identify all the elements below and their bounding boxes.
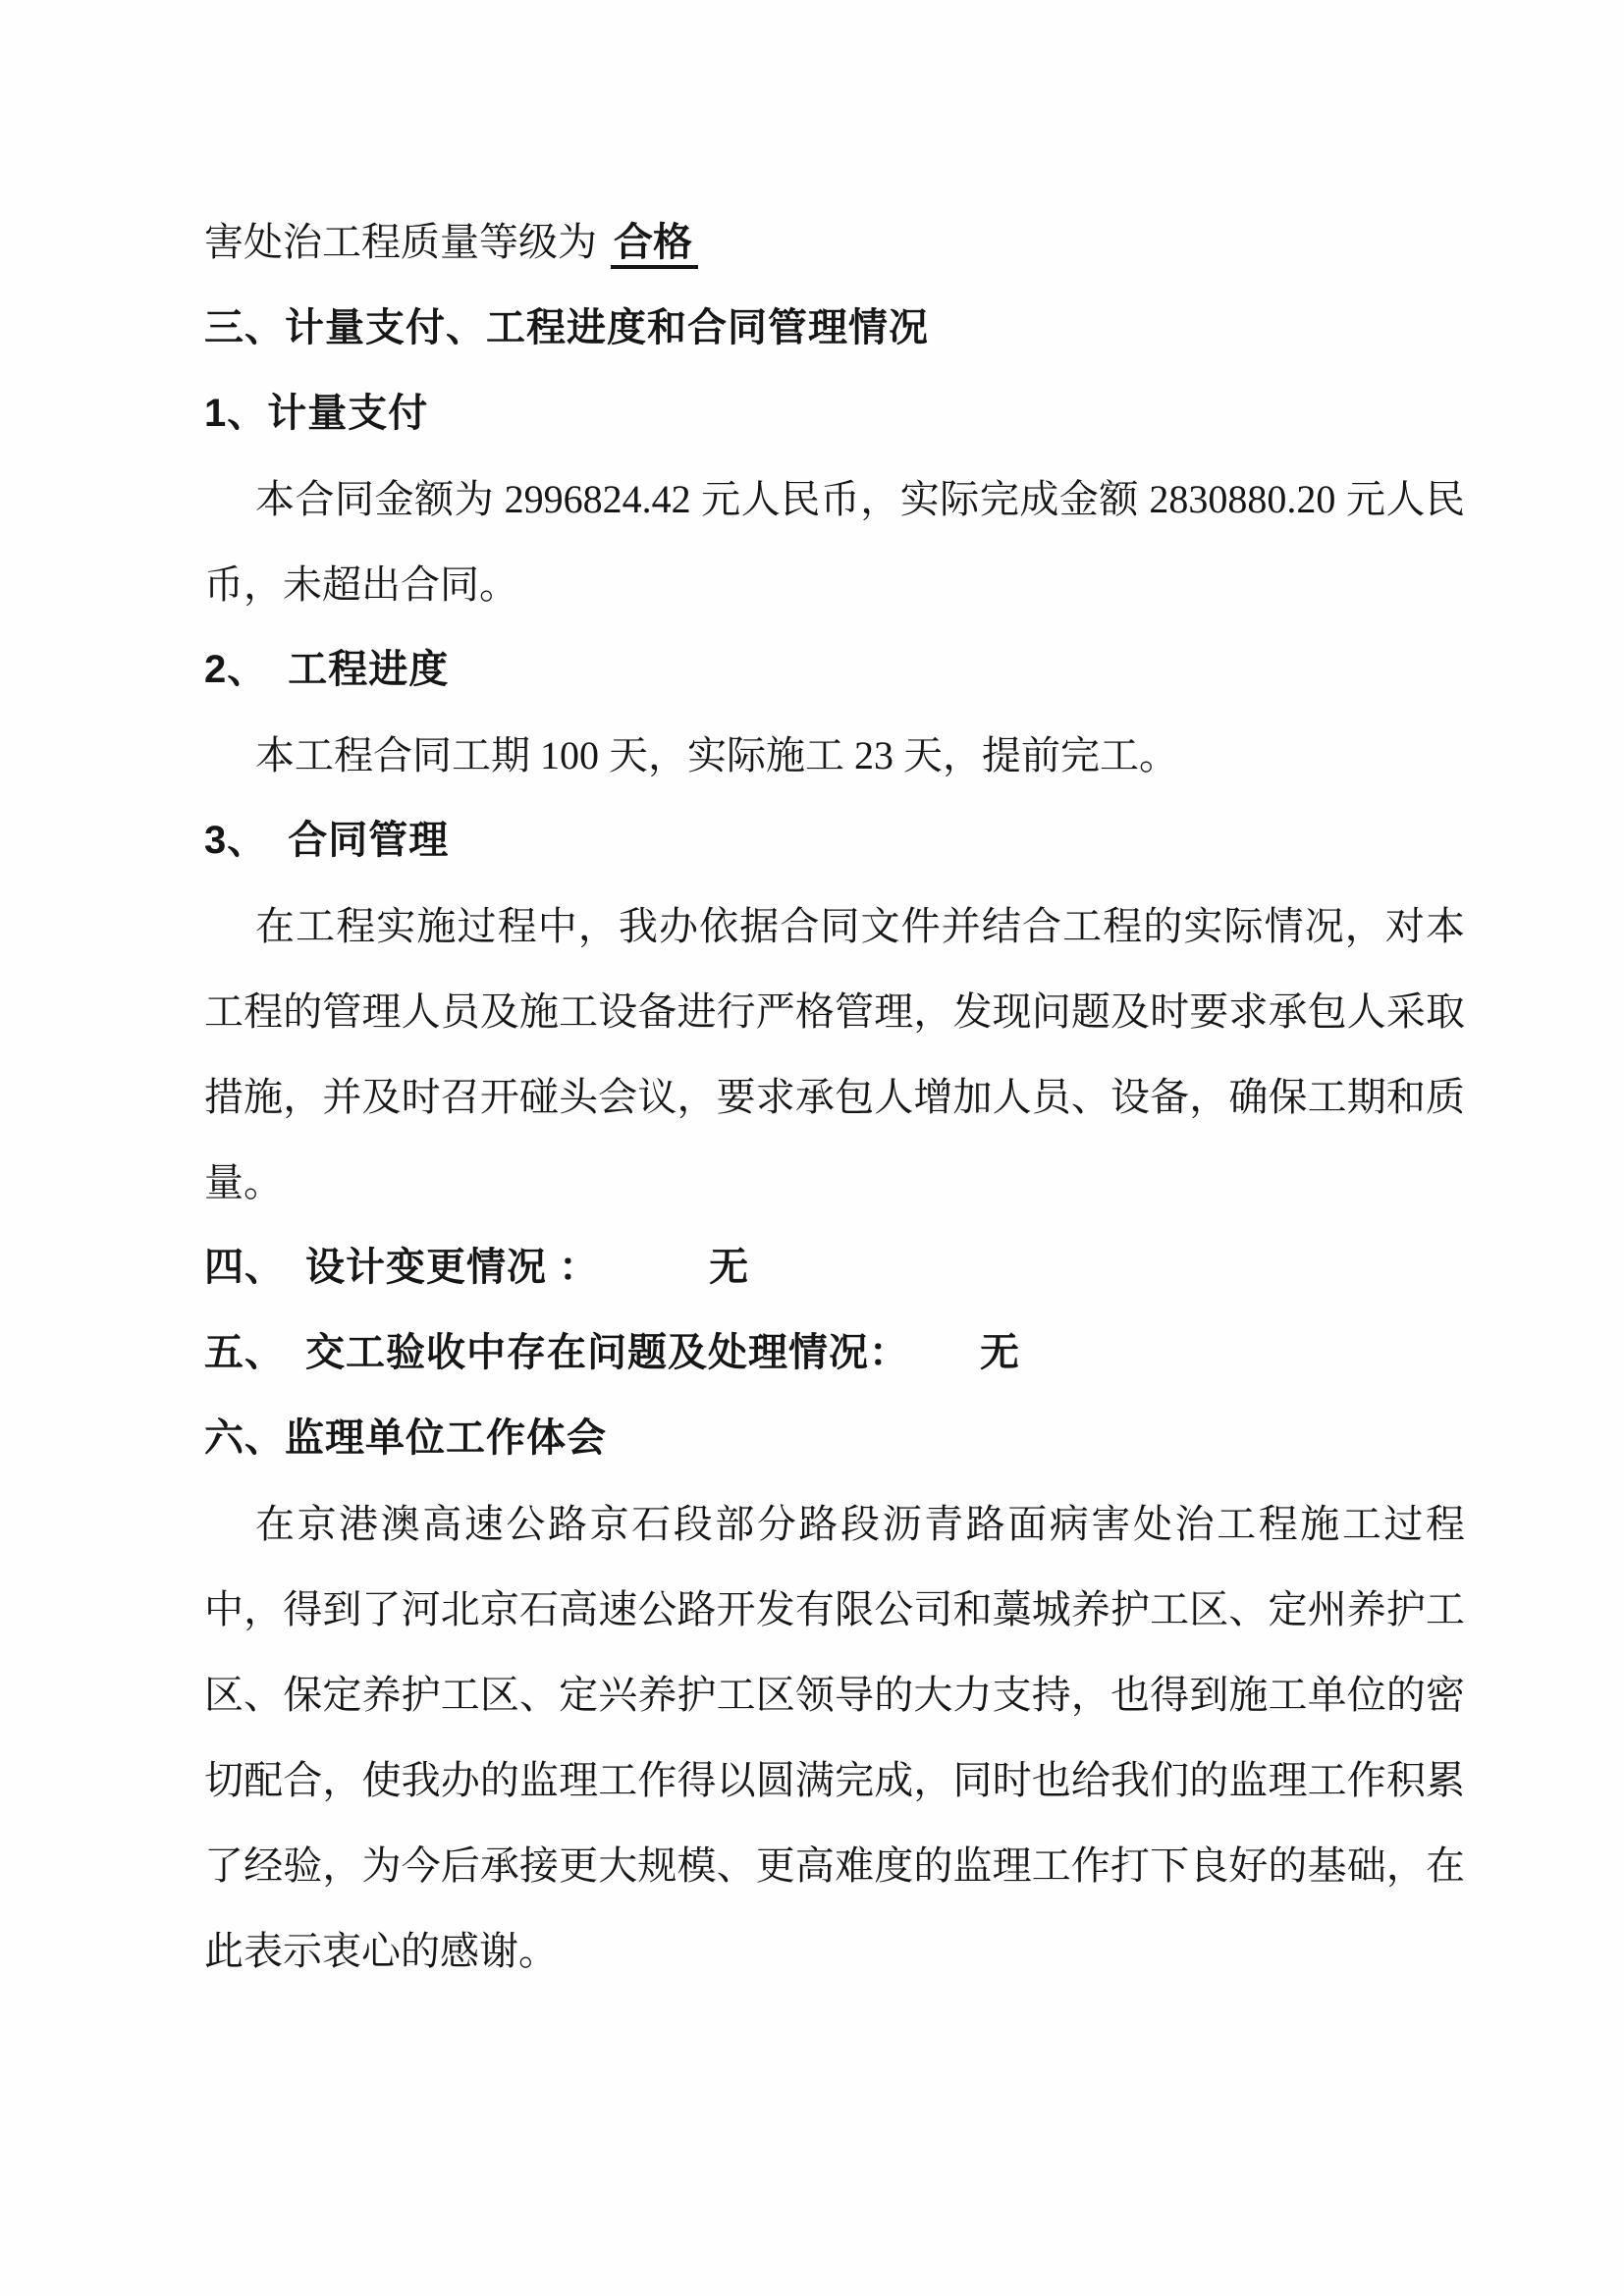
section-4-heading (204, 1225, 1465, 1310)
subsection-1-heading: 1、计量支付 (204, 392, 429, 435)
quality-grade-value: 合格 (611, 221, 698, 269)
section-4-spacer (599, 1279, 709, 1280)
experience-paragraph: 在京港澳高速公路京石段部分路段沥青路面病害处治工程施工过程中，得到了河北京石高速公路开发有限公司和藁城养护工区、定州养护工区、保定养护工区、定兴养护工区领导的大力支持，也得到施工单位的密切配合，使我办的监理工作得以圆满完成，同时也给我们的监理工作积累了经验，为今后承接更大规模、更高难度的监理工作打下良好的基础，在此表示衷心的感谢。 (204, 1502, 1465, 1973)
section-5-spacer (909, 1364, 980, 1365)
subsection-3-heading: 3、 合同管理 (204, 819, 450, 862)
section-5-label: 五、 交工验收中存在问题及处理情况： (204, 1331, 909, 1374)
quality-grade-line (204, 199, 1465, 286)
contract-management-paragraph: 在工程实施过程中，我办依据合同文件并结合工程的实际情况，对本工程的管理人员及施工设备进行严格管理，发现问题及时要求承包人采取措施，并及时召开碰头会议，要求承包人增加人员、设备，确保工期和质量。 (204, 904, 1465, 1204)
section-5-heading (204, 1310, 1465, 1396)
subsection-2-heading: 2、 工程进度 (204, 648, 450, 691)
section-3-heading: 三、计量支付、工程进度和合同管理情况 (204, 306, 929, 349)
section-4-label: 四、 设计变更情况 ： (204, 1246, 600, 1289)
payment-paragraph: 本合同金额为 2996824.42 元人民币，实际完成金额 2830880.20 元人民币，未超出合同。 (204, 477, 1465, 607)
section-5-value: 无 (980, 1331, 1020, 1374)
progress-paragraph: 本工程合同工期 100 天，实际施工 23 天，提前完工。 (255, 733, 1178, 777)
section-6-heading: 六、监理单位工作体会 (204, 1416, 607, 1460)
quality-grade-text: 害处治工程质量等级为 (204, 220, 597, 264)
section-4-value: 无 (709, 1246, 750, 1289)
